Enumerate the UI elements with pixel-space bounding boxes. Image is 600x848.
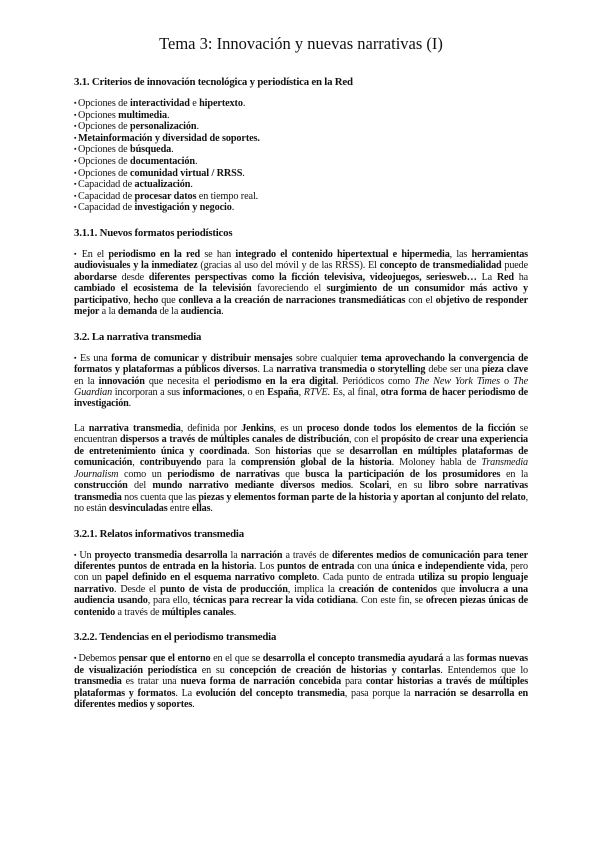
bold-run: objetivo de responder mejor [74,294,528,318]
document-page [74,34,528,724]
bold-run: hecho [133,294,159,306]
text-run: . [192,699,195,711]
bold-run: papel definido en el esquema narrativo completo [105,572,317,584]
text-run: Opciones de [78,167,131,179]
bold-run: contribuyendo [139,457,202,469]
text-run: que [279,468,306,480]
text-run: en su [196,664,230,676]
text-run: e [189,98,200,109]
bold-run: técnicas para recrear la vida cotidiana [192,595,356,607]
bold-run: proceso donde todos los elementos de la ficción [306,422,516,434]
bold-run: innovación [98,375,145,387]
bold-run: surgimiento de un consumidor más activo y participativo [74,283,528,306]
bold-run: desarrolla el concepto transmedia ayudará [262,653,444,665]
bold-run: concepción de creación de historias y contarlas [229,664,441,676]
bold-run: desarrollan en múltiples plataformas de comunicación [74,445,528,469]
text-run: en la [74,375,99,387]
text-run: , no están [74,491,528,515]
bold-run: diferentes medios de comunicación para tener diferentes puntos de entrada en la historia [74,549,528,572]
text-run: en la [500,468,528,480]
bold-run: múltiples canales [161,606,234,618]
paragraph-nuevos-formatos [74,249,528,318]
text-run: . [190,179,193,191]
bold-run: Metainformación y diversidad de soportes. [78,132,260,144]
bold-run: España [267,387,299,399]
bold-run: contar historias a través de múltiples plataformas y formatos [74,676,529,699]
bold-run: propósito de crear una experiencia de entretenimiento única y coordinada [74,434,528,457]
bold-run: periodismo en la era digital [214,375,336,387]
text-run: . Es, al final, [327,387,381,399]
text-run: . Con este fin, se [355,595,426,607]
text-run: , [132,457,140,469]
bold-run: tema aprovechando la convergencia de formatos y plataformas a públicos diversos [74,352,528,376]
list-item [74,191,528,203]
text-run: . [128,398,132,410]
paragraph-relatos [74,550,528,619]
paragraph-tendencias [74,653,528,710]
text-run: a través de [115,606,162,618]
section-heading-3-2: 3.2. La narrativa transmedia [74,330,202,343]
text-run: Un [79,549,95,561]
bold-run: procesar datos [134,190,197,202]
list-item [74,98,528,110]
bold-run: transmedia [74,676,122,688]
criteria-list [74,98,528,214]
text-run: en tiempo real. [196,190,259,202]
bold-run: Red [496,271,514,283]
bold-run: herramientas audiovisuales y la inmediatez [74,248,528,272]
text-run: . [242,167,245,179]
text-run: es tratar una [121,676,181,688]
text-run: sobre cualquier [292,352,361,364]
bold-run: utiliza su propio lenguaje narrativo [74,572,528,595]
bold-run: narrativa transmedia [88,422,181,434]
bold-run: personalización [130,121,197,133]
text-run: . Los [254,561,278,572]
text-run: , pero con un [74,561,528,584]
text-run: Opciones de [78,121,131,133]
bold-run: creación de contenidos [338,583,437,595]
text-run: con una [354,561,392,572]
bold-run: construcción [74,480,128,492]
text-run: Opciones de [78,144,131,156]
text-run: . Cada punto de entrada [316,572,419,584]
text-run: . Moloney habla de [391,457,482,469]
text-run: ha [513,271,529,283]
bold-run: nueva forma de narración concebida [180,676,342,688]
text-run: (gracias al uso del móvil y de las RRSS). El [197,260,380,272]
list-item [74,121,528,133]
bold-run: piezas y elementos forman parte de la historia y aportan al conjunto del relato [198,491,526,503]
text-run: . La [257,364,277,376]
bold-run: Scolari [359,480,390,492]
text-run: . Desde el [113,583,161,595]
text-run: incorporan a sus [112,387,183,399]
list-item [74,202,528,214]
text-run: Opciones de [78,98,131,109]
text-run: o [499,375,514,387]
bold-run: punto de vista de producción [160,583,288,595]
list-item [74,144,528,156]
bold-run: forma de comunicar y distribuir mensajes [111,352,293,364]
bold-run: comprensión global de la historia [241,457,392,469]
bold-run: integrado el contenido hipertextual e hipermedia [235,248,450,260]
text-run: . [196,121,199,133]
text-run: La [476,271,497,283]
bold-run: libro sobre narrativas transmedia [74,480,528,503]
paragraph-narrativa-1 [74,353,528,410]
text-run: nos cuenta que las [121,491,199,503]
text-run: que se [311,445,350,457]
text-run: , [128,294,134,306]
text-run: , con el [348,434,382,446]
bold-run: pieza clave [481,364,528,376]
text-run: para la [201,457,242,469]
bold-run: periodismo de narrativas [167,468,280,480]
bold-run: única e independiente vida [391,561,506,572]
bold-run: ofrecen piezas únicas de contenido [74,595,528,618]
bold-run: involucra a una audiencia usando [74,583,528,607]
bold-run: formas nuevas de visualización periodística [74,653,528,676]
text-run: . Son [247,445,276,457]
section-heading-3-1-1: 3.1.1. Nuevos formatos periodísticos [74,226,233,239]
bold-run: periodismo en la red [108,248,201,260]
text-run: . [166,109,170,121]
text-run: . [221,306,224,318]
text-run: La [74,422,89,434]
text-run: Opciones de [78,155,131,167]
italic-run: Transmedia Journalism [74,457,528,480]
text-run: como un [118,468,168,480]
bold-run: concepto de transmedialidad [379,260,502,272]
bold-run: actualización [134,179,191,191]
bold-run: otra forma de hacer periodismo de investigación [74,387,529,410]
text-run: , o en [242,387,268,399]
text-run: . La [175,687,196,699]
text-run: Capacidad de [78,190,135,202]
text-run: En el [81,248,109,260]
text-run: a través de [282,549,332,561]
bold-run: comunidad virtual / RRSS [130,167,243,179]
bold-run: investigación y negocio [134,202,232,214]
text-run: para [341,676,366,688]
text-run: con el [405,294,436,306]
bold-run: narrativa transmedia o storytelling [276,364,426,376]
bold-run: puntos de entrada [277,561,355,572]
list-item [74,168,528,180]
italic-run: RTVE [303,387,328,399]
bold-run: búsqueda [130,144,172,156]
bold-run: informaciones [182,387,243,399]
bold-run: interactividad [130,98,190,109]
list-item [74,110,528,122]
text-run: , pasa porque la [344,687,415,699]
bold-run: historias [275,445,312,457]
text-run: a las [443,653,467,665]
bold-run: documentación [130,155,195,167]
text-run: . Entendemos que lo [440,664,528,676]
text-run: . [210,503,213,515]
section-heading-3-2-2: 3.2.2. Tendencias en el periodismo transmedia [74,631,277,644]
bold-run: pensar que el entorno [118,653,211,665]
bold-run: narración [240,549,283,561]
text-run: favoreciendo el [251,283,327,295]
text-run: desde [116,271,149,283]
text-run: Debemos [78,653,119,665]
bold-run: diferentes perspectivas como la ficción televisiva, videojuegos, seriesweb… [148,271,477,283]
text-run: . [171,144,174,156]
text-run: que [436,583,460,595]
italic-run: The Guardian [74,375,528,399]
text-run: la [227,549,241,561]
bold-run: ellas [191,503,211,515]
list-item [74,133,528,145]
text-run: entre [167,503,192,515]
bold-run: dispersos a través de múltiples canales de distribución [119,434,349,446]
text-run: , las [449,248,472,260]
text-run: . [242,98,246,109]
bold-run: conlleva a la creación de narraciones transmediáticas [178,294,406,306]
text-run: , en su [389,480,429,492]
bold-run: Jenkins [241,422,274,434]
bold-run: audiencia [180,306,222,318]
text-run: Opciones [78,109,119,121]
section-heading-3-2-1: 3.2.1. Relatos informativos transmedia [74,527,244,540]
list-item [74,156,528,168]
text-run: que [158,294,179,306]
text-run: de la [157,306,181,318]
text-run: debe ser una [425,364,482,376]
text-run: puede [501,260,528,272]
list-item [74,179,528,191]
bold-run: hipertexto [199,98,243,109]
paragraph-narrativa-2 [74,423,528,515]
text-run: , es un [273,422,307,434]
bold-run: abordarse [74,271,117,283]
bold-run: proyecto transmedia desarrolla [94,549,228,561]
text-run: . [350,480,360,492]
text-run: Es una [80,352,112,364]
bold-run: busca la participación de los prosumidores [305,468,501,480]
text-run: que necesita el [144,375,215,387]
text-run: . [194,155,198,167]
text-run: a la [99,306,118,318]
bold-run: cambiado el ecosistema de la televisión [74,283,252,295]
bold-run: demanda [117,306,158,318]
text-run: , para ello, [147,595,193,607]
italic-run: The New York Times [414,375,500,387]
section-heading-3-1: 3.1. Criterios de innovación tecnológica y periodística en la Red [74,76,353,88]
text-run: , definida por [180,422,242,434]
text-run: se han [200,248,236,260]
text-run: Capacidad de [78,202,135,214]
bold-run: narración se desarrolla en diferentes medios y soportes [74,687,528,711]
text-run: del [127,480,153,492]
text-run: se encuentran [74,422,528,446]
bold-run: evolución del concepto transmedia [195,687,345,699]
bold-run: desvinculadas [108,503,168,515]
bold-run: mundo narrativo mediante diversos medios [152,480,351,492]
text-run: . Periódicos como [335,375,415,387]
text-run: en el que se [210,653,263,665]
bold-run: multimedia [118,109,167,121]
text-run: , implica la [287,583,339,595]
text-run: , [298,387,304,399]
document-title: Tema 3: Innovación y nuevas narrativas (I) [159,34,443,53]
text-run: . [233,606,237,618]
text-run: Capacidad de [78,179,135,191]
text-run: . [231,202,235,214]
